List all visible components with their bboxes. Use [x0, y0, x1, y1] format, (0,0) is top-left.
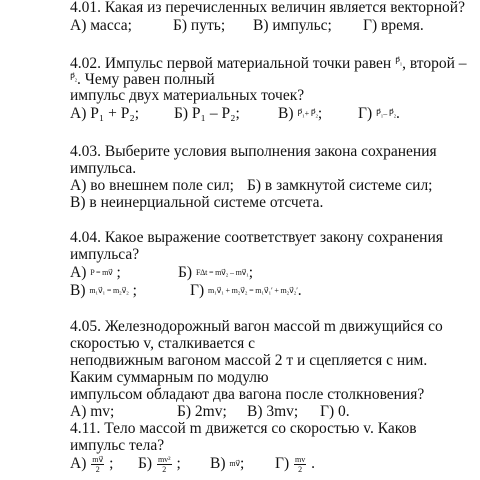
question-4-04-line1: 4.04. Какое выражение соответствует закону сохранения	[70, 229, 443, 246]
q404-option-d-end: .	[297, 282, 302, 299]
q404-option-c-end: ;	[132, 282, 137, 299]
question-4-05-line4: Каким суммарным по модулю	[70, 369, 269, 386]
q403-option-b: Б) в замкнутой системе сил;	[247, 177, 433, 194]
question-4-05-line3: неподвижным вагоном массой 2 т и сцепляется с ним.	[70, 352, 428, 369]
q402-option-a: А) P₁ + P₂;	[70, 105, 140, 122]
q411-option-d-label: Г)	[275, 455, 290, 473]
q404-option-d-label: Г)	[190, 282, 205, 299]
q411-option-d-denominator: 2	[298, 465, 303, 474]
q411-option-b-denominator: 2	[162, 465, 167, 474]
q411-option-d-numerator: mv	[295, 455, 306, 464]
q411-option-a-fraction	[91, 455, 104, 474]
q401-option-c: В) импульс;	[253, 17, 332, 34]
question-4-11-line2: импульс тела?	[70, 437, 165, 454]
question-4-04-line2: импульса?	[70, 246, 140, 263]
q402-option-c	[278, 105, 322, 123]
q402-option-d-end: .	[396, 105, 400, 122]
question-4-03-line2: импульса.	[70, 160, 137, 177]
q402-option-d-label: Г)	[358, 105, 373, 122]
question-4-02-line3: импульс двух материальных точек?	[70, 87, 305, 104]
q402-line1-text: 4.02. Импульс первой материальной точки равен	[70, 55, 392, 72]
q411-option-d-fraction	[294, 455, 306, 474]
question-4-02-line2	[70, 69, 215, 89]
q404-option-c-formula: m₁v⃗₁ = m₂v⃗₂	[89, 286, 129, 295]
q402-option-b: Б) P₁ – P₂;	[174, 105, 240, 122]
q401-option-d: Г) время.	[363, 17, 424, 34]
q411-option-c	[210, 455, 244, 473]
q411-option-a-end: ;	[109, 455, 114, 473]
q411-option-a	[70, 455, 113, 474]
q411-option-b	[138, 455, 181, 474]
q411-option-a-denominator: 2	[95, 465, 100, 474]
q405-option-c: В) 3mv;	[247, 403, 299, 420]
question-4-01-text: 4.01. Какая из перечисленных величин является векторной?	[70, 0, 465, 16]
q411-option-c-label: В)	[210, 455, 226, 472]
q401-option-b: Б) путь;	[173, 17, 226, 34]
q404-option-c	[70, 282, 137, 300]
q404-option-a-label: А)	[70, 264, 87, 281]
q411-option-d-end: .	[311, 455, 315, 473]
q403-option-c: В) в неинерциальной системе отсчета.	[70, 194, 324, 211]
q402-option-c-formula: P⃗₁+ P⃗₂	[297, 109, 318, 118]
question-4-11-line1: 4.11. Тело массой m движется со скоростью v. Каков	[70, 420, 417, 437]
q411-option-b-numerator: mv²	[157, 455, 171, 464]
q404-option-b-end: ;	[248, 264, 254, 281]
q403-option-a: А) во внешнем поле сил;	[70, 177, 234, 194]
q404-option-b-label: Б)	[178, 264, 193, 281]
q401-option-a: А) масса;	[70, 17, 132, 34]
question-4-05-line2: скоростью v, сталкивается с	[70, 335, 255, 352]
q402-p1-symbol: P⃗₁	[395, 57, 403, 66]
q405-option-d: Г) 0.	[320, 403, 350, 420]
q402-option-d	[358, 105, 400, 123]
q402-option-c-label: В)	[278, 105, 294, 122]
question-4-05-line5: импульсом обладают два вагона после столкновения?	[70, 386, 425, 403]
question-4-05-line1: 4.05. Железнодорожный вагон массой m движущийся со	[70, 318, 443, 335]
q402-option-d-formula: P⃗₁– P⃗₂	[376, 109, 397, 118]
q411-option-a-numerator: mv⃗	[92, 455, 104, 464]
q404-option-d-formula: m₁v⃗₁ + m₂v⃗₂ = m₁v⃗₁′ + m₂v⃗₂′	[208, 286, 298, 295]
q411-option-b-end: ;	[176, 455, 181, 473]
q404-option-a	[70, 264, 121, 282]
question-4-03-line1: 4.03. Выберите условия выполнения закона сохранения	[70, 143, 437, 160]
q411-option-b-fraction	[157, 455, 172, 474]
q404-option-b-formula: FΔt = mv⃗₂ – mv⃗₁	[195, 268, 249, 277]
q404-option-b	[178, 264, 253, 282]
q402-line2-text: . Чему равен полный	[77, 71, 215, 88]
q402-p2-symbol: P⃗₂	[70, 73, 78, 82]
q405-option-b: Б) 2mv;	[177, 403, 227, 420]
q411-option-b-label: Б)	[138, 455, 153, 473]
q404-option-a-end: ;	[116, 264, 121, 281]
q402-line1-tail: , второй –	[402, 55, 467, 72]
q402-option-c-end: ;	[317, 105, 323, 122]
q404-option-a-formula: P = mv⃗	[90, 268, 113, 277]
q411-option-c-formula: mv⃗	[229, 459, 240, 468]
q405-option-a: А) mv;	[70, 403, 115, 420]
q404-option-c-label: В)	[70, 282, 86, 299]
q411-option-a-label: А)	[70, 455, 87, 473]
q411-option-c-end: ;	[239, 455, 245, 472]
q411-option-d	[275, 455, 315, 474]
q404-option-d	[190, 282, 302, 300]
